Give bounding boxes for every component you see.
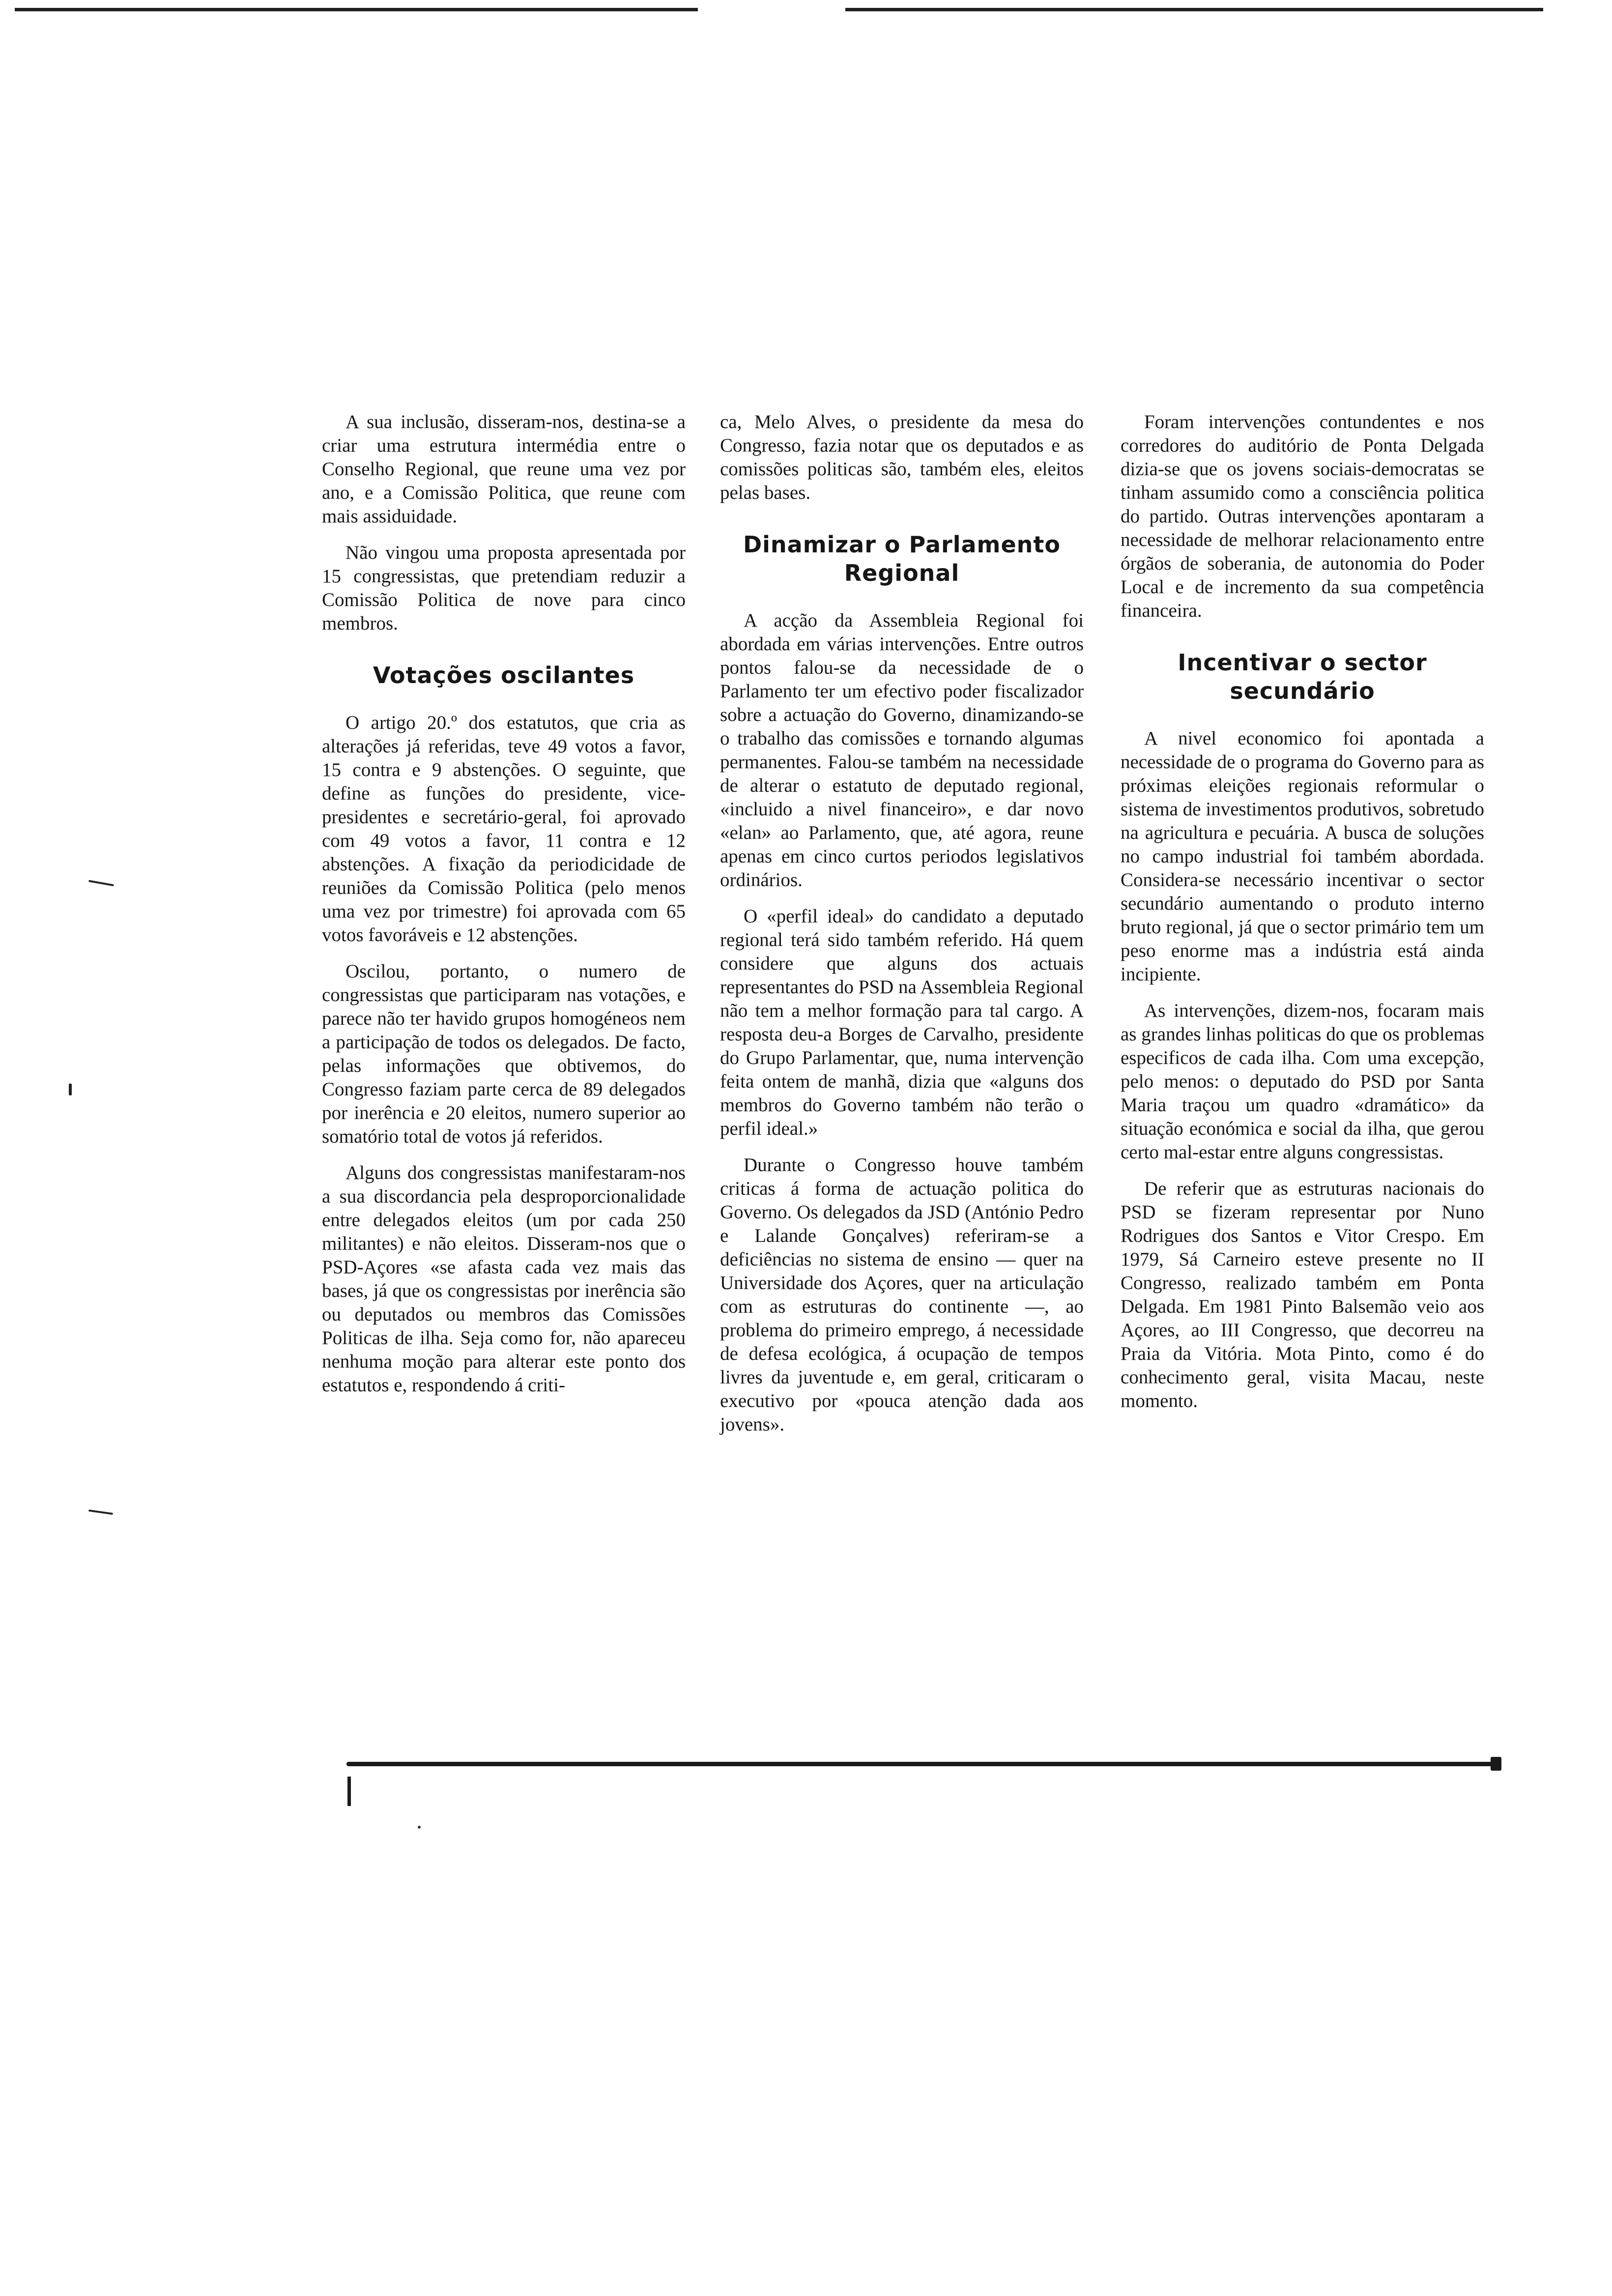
section-heading: Dinamizar o Parlamento Regional: [743, 531, 1061, 586]
margin-mark: [88, 880, 114, 887]
paragraph: A nivel economico foi apontada a necessidade de o programa do Governo para as próximas eleições regionais reformular o sistema de investimentos produtivos, sobretudo na agricultura e pecuária. A busca de soluções no campo industrial foi também abordada. Considera-se necessário incentivar o sector secundário aumentando o produto interno bruto regional, já que o sector primário tem um peso enorme mas a indústria está ainda incipiente.: [1121, 728, 1484, 985]
section-heading: Incentivar o sector secundário: [1178, 649, 1427, 704]
paragraph: Não vingou uma proposta apresentada por 15 congressistas, que pretendiam reduzir a Comissão Politica de nove para cinco membros.: [322, 542, 686, 634]
paragraph: De referir que as estruturas nacionais do PSD se fizeram representar por Nuno Rodrigues dos Santos e Vitor Crespo. Em 1979, Sá Carneiro esteve presente no II Congresso, realizado também em Ponta Delgada. Em 1981 Pinto Balsemão veio aos Açores, ao III Congresso, que decorreu na Praia da Vitória. Mota Pinto, como é do conhecimento geral, visita Macau, neste momento.: [1121, 1178, 1484, 1411]
paragraph: As intervenções, dizem-nos, focaram mais as grandes linhas politicas do que os problemas especificos de cada ilha. Com uma excepção, pelo menos: o deputado do PSD por Santa Maria traçou um quadro «dramático» da situação económica e social da ilha, que gerou certo mal-estar entre alguns congressistas.: [1121, 1000, 1484, 1163]
paragraph: Oscilou, portanto, o numero de congressistas que participaram nas votações, e parece não ter havido grupos homogéneos nem a participação de todos os delegados. De facto, pelas informações que obtivemos, do Congresso faziam parte cerca de 89 delegados por inerência e 20 eleitos, numero superior ao somatório total de votos já referidos.: [322, 961, 686, 1147]
article-column-3: [1121, 410, 1484, 1426]
paragraph: Foram intervenções contundentes e nos corredores do auditório de Ponta Delgada dizia-se que os jovens sociais-democratas se tinham assumido como a consciência politica do partido. Outras intervenções apontaram a necessidade de melhorar relacionamento entre órgãos de soberania, de autonomia do Poder Local e de incremento da sua competência financeira.: [1121, 411, 1484, 621]
paragraph: Alguns dos congressistas manifestaram-nos a sua discordancia pela desproporcionalidade entre delegados eleitos (um por cada 250 militantes) e não eleitos. Disseram-nos que o PSD-Açores «se afasta cada vez mais das bases, já que os congressistas por inerência são ou deputados ou membros das Comissões Politicas de ilha. Seja como for, não apareceu nenhuma moção para alterar este ponto dos estatutos e, respondendo á criti-: [322, 1162, 686, 1396]
top-border-line: [845, 8, 1543, 11]
paragraph: A acção da Assembleia Regional foi abordada em várias intervenções. Entre outros pontos falou-se da necessidade de o Parlamento ter um efectivo poder fiscalizador sobre a actuação do Governo, dinamizando-se o trabalho das comissões e tornando algumas permanentes. Falou-se também na necessidade de alterar o estatuto de deputado regional, «incluido a nivel financeiro», e dar novo «elan» ao Parlamento, que, até agora, reune apenas em cinco curtos periodos legislativos ordinários.: [720, 610, 1084, 890]
bottom-rule-line: [346, 1762, 1497, 1766]
paragraph: O «perfil ideal» do candidato a deputado regional terá sido também referido. Há quem considere que alguns dos actuais representantes do PSD na Assembleia Regional não tem a melhor formação para tal cargo. A resposta deu-a Borges de Carvalho, presidente do Grupo Parlamentar, que, numa intervenção feita ontem de manhã, dizia que «alguns dos membros do Governo também não terão o perfil ideal.»: [720, 906, 1084, 1139]
margin-mark: [88, 1510, 113, 1515]
paragraph: A sua inclusão, disseram-nos, destina-se a criar uma estrutura intermédia entre o Conselho Regional, que reune uma vez por ano, e a Comissão Politica, que reune com mais assiduidade.: [322, 411, 686, 527]
section-heading: Votações oscilantes: [373, 662, 635, 689]
paragraph: ca, Melo Alves, o presidente da mesa do Congresso, fazia notar que os deputados e as comissões politicas são, também eles, eleitos pelas bases.: [720, 411, 1084, 503]
article-column-2: [720, 410, 1084, 1449]
rule-tick-mark: [347, 1777, 351, 1806]
article-column-1: [322, 410, 686, 1410]
paragraph: O artigo 20.º dos estatutos, que cria as alterações já referidas, teve 49 votos a favor, 15 contra e 9 abstenções. O seguinte, que define as funções do presidente, vice-presidentes e secretário-geral, foi aprovado com 49 votos a favor, 11 contra e 12 abstenções. A fixação da periodicidade de reuniões da Comissão Politica (pelo menos uma vez por trimestre) foi aprovada com 65 votos favoráveis e 12 abstenções.: [322, 712, 686, 946]
margin-mark: [69, 1084, 72, 1095]
scan-speck: [418, 1826, 421, 1829]
top-border-line: [15, 8, 698, 11]
paragraph: Durante o Congresso houve também criticas á forma de actuação politica do Governo. Os delegados da JSD (António Pedro e Lalande Gonçalves) referiram-se a deficiências no sistema de ensino — quer na Universidade dos Açores, quer na articulação com as estruturas do continente —, ao problema do primeiro emprego, á necessidade de defesa ecológica, á ocupação de tempos livres da juventude e, em geral, criticaram o executivo por «pouca atenção dada aos jovens».: [720, 1154, 1084, 1435]
